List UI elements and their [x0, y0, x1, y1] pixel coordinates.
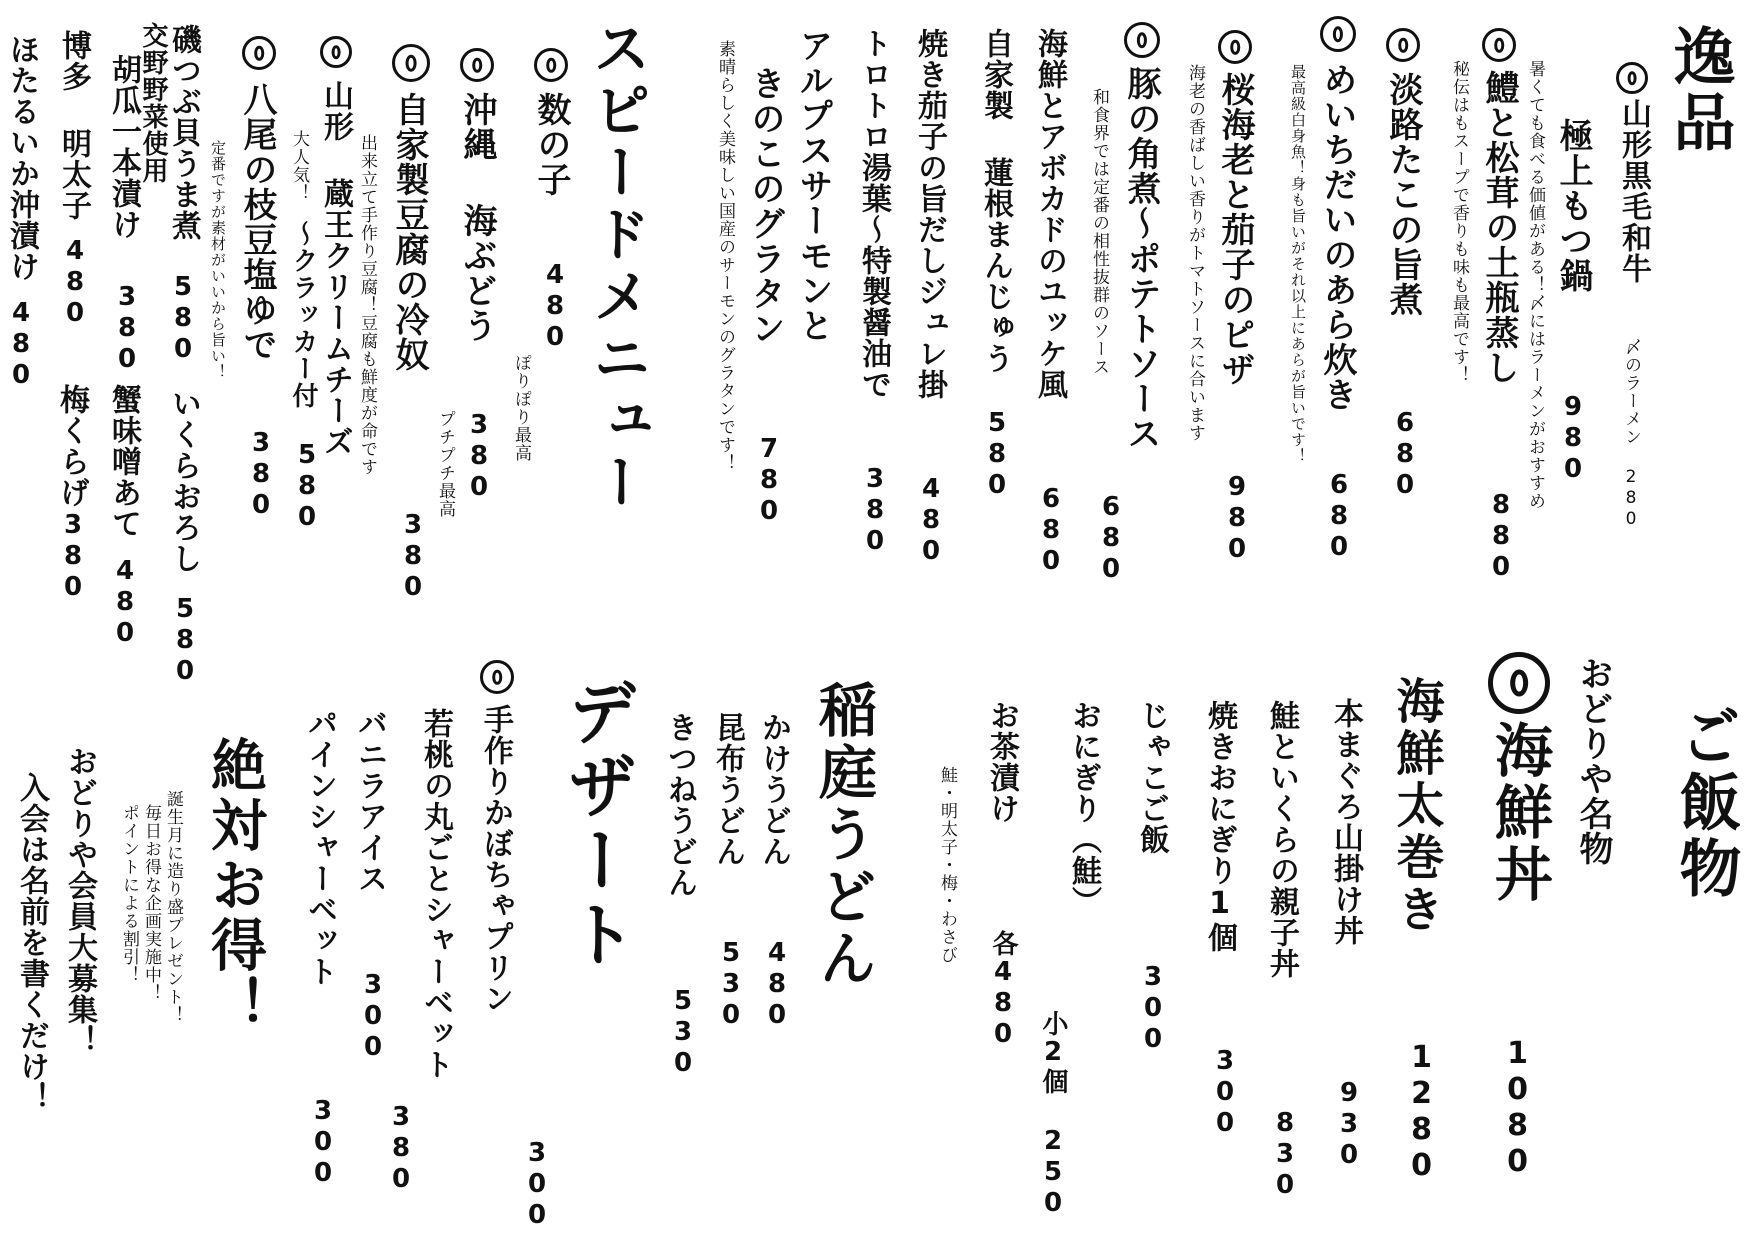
- recommend-mark-icon: [1482, 28, 1516, 62]
- otoku-line: 毎日お得な企画実施中！: [141, 804, 161, 1002]
- ippin-item-name: 焼き茄子の旨だしジュレ掛: [912, 28, 947, 400]
- ippin-item-note: 和食界では定番の相性抜群のソース: [1089, 88, 1109, 376]
- dessert-item-price: 300: [308, 1096, 338, 1189]
- ippin-item-price: 480: [916, 474, 946, 567]
- recommend-mark-icon: [392, 44, 430, 82]
- ippin-item-note: 暑くても食べる価値がある！〆にはラーメンがおすすめ: [1525, 60, 1545, 510]
- ippin-item-note: 最高級白身魚！身も旨いがそれ以上にあらが旨いです！: [1289, 64, 1307, 464]
- gohan-item-price: 300: [1210, 1046, 1240, 1139]
- gohan-item-price: 830: [1270, 1108, 1300, 1201]
- speed-item-name: 博多 明太子: [56, 30, 91, 221]
- ippin-item-name: 海鮮とアボカドのユッケ風: [1032, 28, 1067, 400]
- speed-item-sub: 胡瓜一本漬け: [106, 54, 141, 240]
- otoku-join: 入会は名前を書くだけ！: [14, 772, 49, 1113]
- speed-item-price: 580: [168, 272, 198, 365]
- speed-item-price: 380: [398, 510, 428, 603]
- gohan-item-price: 300: [1138, 962, 1168, 1055]
- ippin-item-price: 780: [754, 434, 784, 527]
- speed-item-name: 自家製豆腐の冷奴: [389, 92, 429, 372]
- gohan-item-name: 海鮮太巻き: [1388, 676, 1444, 936]
- ippin-item-sub: 極上もつ鍋: [1553, 118, 1593, 293]
- speed-item-price: 380: [58, 510, 88, 603]
- ippin-item-price: 680: [1096, 492, 1126, 585]
- recommend-mark-icon: [534, 48, 568, 82]
- ippin-item-price: 680: [1036, 484, 1066, 577]
- ippin-item-price: 680: [1324, 470, 1354, 563]
- speed-item-name: 八尾の枝豆塩ゆで: [237, 82, 277, 362]
- gohan-item-name: 本まぐろ山掛け丼: [1328, 698, 1363, 946]
- dessert-item-name: 手作りかぼちゃプリン: [478, 704, 513, 1014]
- ippin-item-name: めいちだいのあら炊き: [1317, 62, 1357, 412]
- udon-item-price: 530: [716, 938, 746, 1031]
- speed-item-sub: 〜クラッカー付: [288, 220, 318, 409]
- ippin-item-sub: きのこのグラタン: [745, 66, 785, 346]
- ippin-item-name: アルプスサーモンと: [793, 28, 833, 343]
- recommend-mark-icon: [1386, 28, 1420, 62]
- ippin-item-extra: 〆のラーメン 280: [1621, 338, 1641, 530]
- ippin-item-price: 680: [1390, 408, 1420, 501]
- gohan-item-name: 焼きおにぎり1個: [1202, 700, 1237, 953]
- speed-item-price: 580: [292, 440, 322, 533]
- gohan-item-price: 小2個 250: [1038, 1010, 1068, 1219]
- gohan-item-price: 930: [1334, 1078, 1364, 1171]
- recommend-mark-icon: [480, 660, 514, 694]
- speed-title: スピードメニュー: [583, 18, 651, 514]
- speed-item-price: 580: [170, 594, 200, 687]
- otoku-member: おどりや会員大募集！: [62, 746, 97, 1056]
- speed-item-name: いくらおろし: [166, 388, 201, 574]
- ippin-item-price: 580: [982, 408, 1012, 501]
- otoku-line: ポイントによる割引！: [119, 804, 139, 984]
- gohan-item-name: じゃこご飯: [1134, 700, 1169, 855]
- dessert-item-price: 300: [522, 1138, 552, 1231]
- speed-item-name: ほたるいか沖漬け: [4, 34, 39, 282]
- speed-item-note: 大人気！: [289, 130, 309, 202]
- speed-item-note: 定番ですが素材がいいから旨い！: [209, 140, 227, 380]
- ippin-item-name: 山形黒毛和牛: [1616, 98, 1651, 284]
- gohan-lead: おどりや名物: [1573, 656, 1613, 866]
- speed-item-name: 山形 蔵王クリームチーズ: [318, 80, 353, 457]
- udon-title: 稲庭うどん: [809, 680, 877, 990]
- speed-item-note: 出来立て手作り豆腐！豆腐も鮮度が命です: [357, 134, 377, 476]
- gohan-item-price: 1280: [1404, 1040, 1439, 1184]
- dessert-item-price: 300: [358, 970, 388, 1063]
- ippin-item-name: 淡路たこの旨煮: [1383, 72, 1423, 317]
- speed-item-note: ぽりぽり最高: [511, 354, 531, 462]
- ippin-item-price: 880: [1486, 490, 1516, 583]
- ippin-title: 逸品: [1663, 24, 1736, 156]
- otoku-title: 絶対お得！: [202, 736, 267, 1036]
- gohan-item-note: 鮭・明太子・梅・わさび: [937, 766, 957, 964]
- udon-item-price: 480: [762, 938, 792, 1031]
- recommend-mark-icon: [320, 36, 352, 68]
- ippin-item-name: 桜海老と茄子のピザ: [1215, 72, 1255, 387]
- gohan-item-name: おにぎり（鮭）: [1066, 700, 1101, 917]
- ippin-item-price: 980: [1558, 392, 1588, 485]
- speed-item-price: 380: [246, 428, 276, 521]
- speed-item-name: 磯つぶ貝うま煮: [166, 24, 201, 241]
- udon-item-name: 昆布うどん: [710, 712, 745, 867]
- recommend-mark-icon: [1488, 652, 1550, 714]
- speed-item-price: 380: [112, 282, 142, 375]
- recommend-mark-icon: [1124, 22, 1160, 58]
- dessert-item-name: パインシャーベット: [302, 708, 337, 987]
- gohan-item-name: お茶漬け: [984, 700, 1019, 824]
- recommend-mark-icon: [460, 48, 494, 82]
- ippin-item-note: 秘伝はもスープで香りも味も最高です！: [1449, 60, 1469, 384]
- speed-item-name: 沖縄 海ぶどう: [457, 92, 497, 343]
- ippin-item-note: 海老の香ばしい香りがトマトソースに合います: [1185, 64, 1205, 442]
- speed-item-price: 480: [60, 236, 90, 329]
- ippin-item-name: トロトロ湯葉〜特製醤油で: [856, 28, 891, 400]
- udon-item-price: 530: [668, 986, 698, 1079]
- udon-item-name: かけうどん: [756, 712, 791, 867]
- kaisendon-name: 海鮮丼: [1485, 720, 1553, 906]
- ippin-item-name: 自家製 蓮根まんじゅう: [978, 28, 1013, 374]
- ippin-item-name: 豚の角煮〜ポテトソース: [1121, 66, 1161, 451]
- gohan-item-name: 鮭といくらの親子丼: [1264, 700, 1299, 979]
- recommend-mark-icon: [242, 36, 276, 70]
- speed-item-note: プチプチ最高: [435, 410, 455, 518]
- kaisendon-price: 1080: [1500, 1036, 1535, 1180]
- dessert-item-name: バニラアイス: [352, 708, 387, 894]
- recommend-mark-icon: [1320, 16, 1356, 52]
- dessert-title: デザート: [556, 676, 638, 972]
- ippin-item-note: 素晴らしく美味しい国産のサーモンのグラタンです！: [715, 40, 735, 472]
- ippin-item-price: 980: [1222, 472, 1252, 565]
- gohan-item-price: 各480: [988, 930, 1018, 1050]
- speed-item-price: 480: [6, 298, 36, 391]
- speed-item-price: 380: [464, 410, 494, 503]
- recommend-mark-icon: [1616, 62, 1648, 94]
- ippin-item-name: 鱧と松茸の土瓶蒸し: [1479, 70, 1519, 385]
- speed-item-price: 480: [110, 556, 140, 649]
- otoku-line: 誕生月に造り盛プレゼント！: [163, 790, 183, 1024]
- speed-item-name: 数の子: [531, 92, 571, 197]
- speed-item-name: 蟹味噌あて: [106, 384, 141, 539]
- dessert-item-price: 380: [386, 1102, 416, 1195]
- recommend-mark-icon: [1218, 30, 1252, 64]
- speed-item-name: 梅くらげ: [54, 384, 89, 508]
- speed-item-price: 480: [540, 260, 570, 353]
- speed-item-name: 交野野菜使用: [138, 22, 168, 184]
- ippin-item-price: 380: [860, 464, 890, 557]
- udon-item-name: きつねうどん: [662, 712, 697, 898]
- gohan-title: ご飯物: [1669, 704, 1742, 902]
- dessert-item-name: 若桃の丸ごとシャーベット: [418, 708, 453, 1080]
